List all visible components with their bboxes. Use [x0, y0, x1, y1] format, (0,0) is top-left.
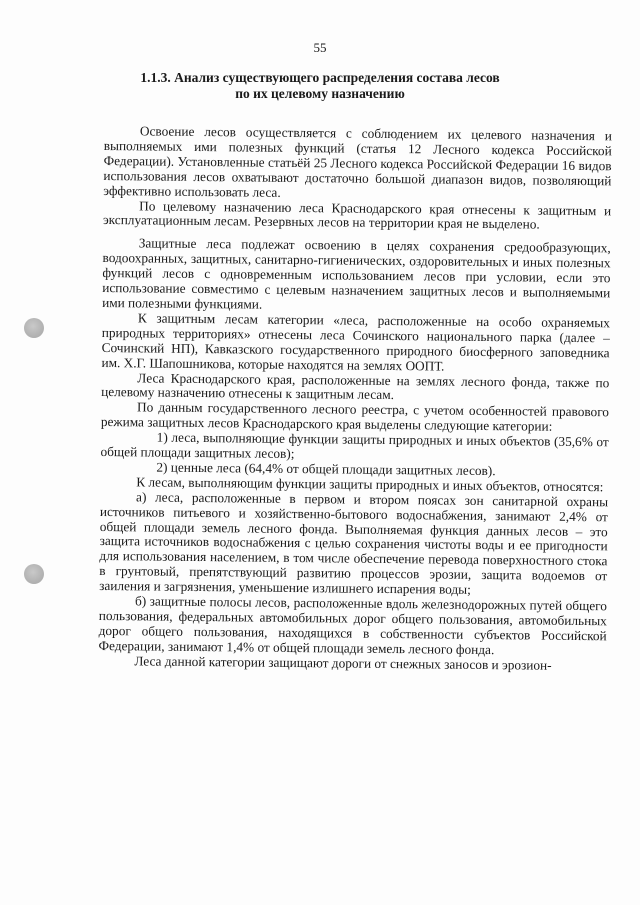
punch-hole-mark: [24, 564, 44, 584]
paragraph: К защитным лесам категории «леса, расположенные на особо охраняемых природных территориях» отнесены леса Сочинского национального парка (далее – Сочинский НП), Кавказского государственного природного биосферного заповедника им. Х.Г. Шапошникова, которые находятся на землях ООПТ.: [101, 310, 611, 374]
paragraph: Леса данной категории защищают дороги от снежных заносов и эрозион-: [134, 653, 552, 673]
punch-hole-mark: [24, 318, 44, 338]
paragraph: По целевому назначению леса Краснодарского края отнесены к защитным и эксплуатационным лесам. Резервных лесов на территории края не выделено.: [102, 197, 612, 233]
paragraph: Защитные леса подлежат освоению в целях сохранения средообразующих, водоохранных, защитных, санитарно-гигиенических, оздоровительных и иных полезных функций лесов с одновременным использованием лесов при условии, если это использование совместимо с целевым назначением защитных лесов и выполняемыми ими полезными функциями.: [102, 235, 611, 312]
list-item: 2) ценные леса (64,4% от общей площади защитных лесов).: [156, 459, 496, 479]
paragraph: а) леса, расположенные в первом и втором поясах зон санитарной охраны источников питьевого и хозяйственно-бытового водоснабжения, занимают 2,4% от общей площади земель лесного фонда. Выполняемая функция данных лесов – это защита источников водоснабжения с целью сохранения чистоты воды и ее пригодности для использования населением, в том числе обеспечение перевода поверхностного стока в грунтовый, препятствующий развитию процессов эрозии, защита водоемов от заиления и загрязнения, уменьшение излишнего испарения воды;: [99, 489, 609, 598]
body-text: [98, 124, 612, 674]
paragraph: б) защитные полосы лесов, расположенные вдоль железнодорожных путей общего пользования, федеральных автомобильных дорог общего пользования, автомобильных дорог общего пользования, находящихся в собственности субъектов Российской Федерации, занимают 1,4% от общей площади земель лесного фонда.: [98, 593, 608, 657]
section-heading-line: 1.1.3. Анализ существующего распределения состава лесов: [140, 70, 500, 85]
paragraph: К лесам, выполняющим функции защиты природных и иных объектов, относятся:: [136, 474, 604, 495]
section-heading: [110, 70, 530, 102]
paragraph: Освоение лесов осуществляется с соблюдением их целевого назначения и выполняемых ими полезных функций (статья 12 Лесного кодекса Российской Федерации). Установленные статьёй 25 Лесного кодекса Российской Федерации 16 видов использования лесов охватывают достаточно большой диапазон видов, позволяющий эффективно использовать леса.: [103, 123, 612, 200]
section-heading-line: по их целевому назначению: [235, 86, 405, 101]
list-item: 1) леса, выполняющие функции защиты природных и иных объектов (35,6% от общей площади защитных лесов);: [100, 429, 609, 462]
paragraph: Леса Краснодарского края, расположенные на землях лесного фонда, также по целевому назначению отнесены к защитным лесам.: [101, 369, 610, 403]
page-number: 55: [313, 40, 327, 55]
paragraph: По данным государственного лесного реестра, с учетом особенностей правового режима защитных лесов Краснодарского края выделены следующие категории:: [100, 399, 610, 434]
